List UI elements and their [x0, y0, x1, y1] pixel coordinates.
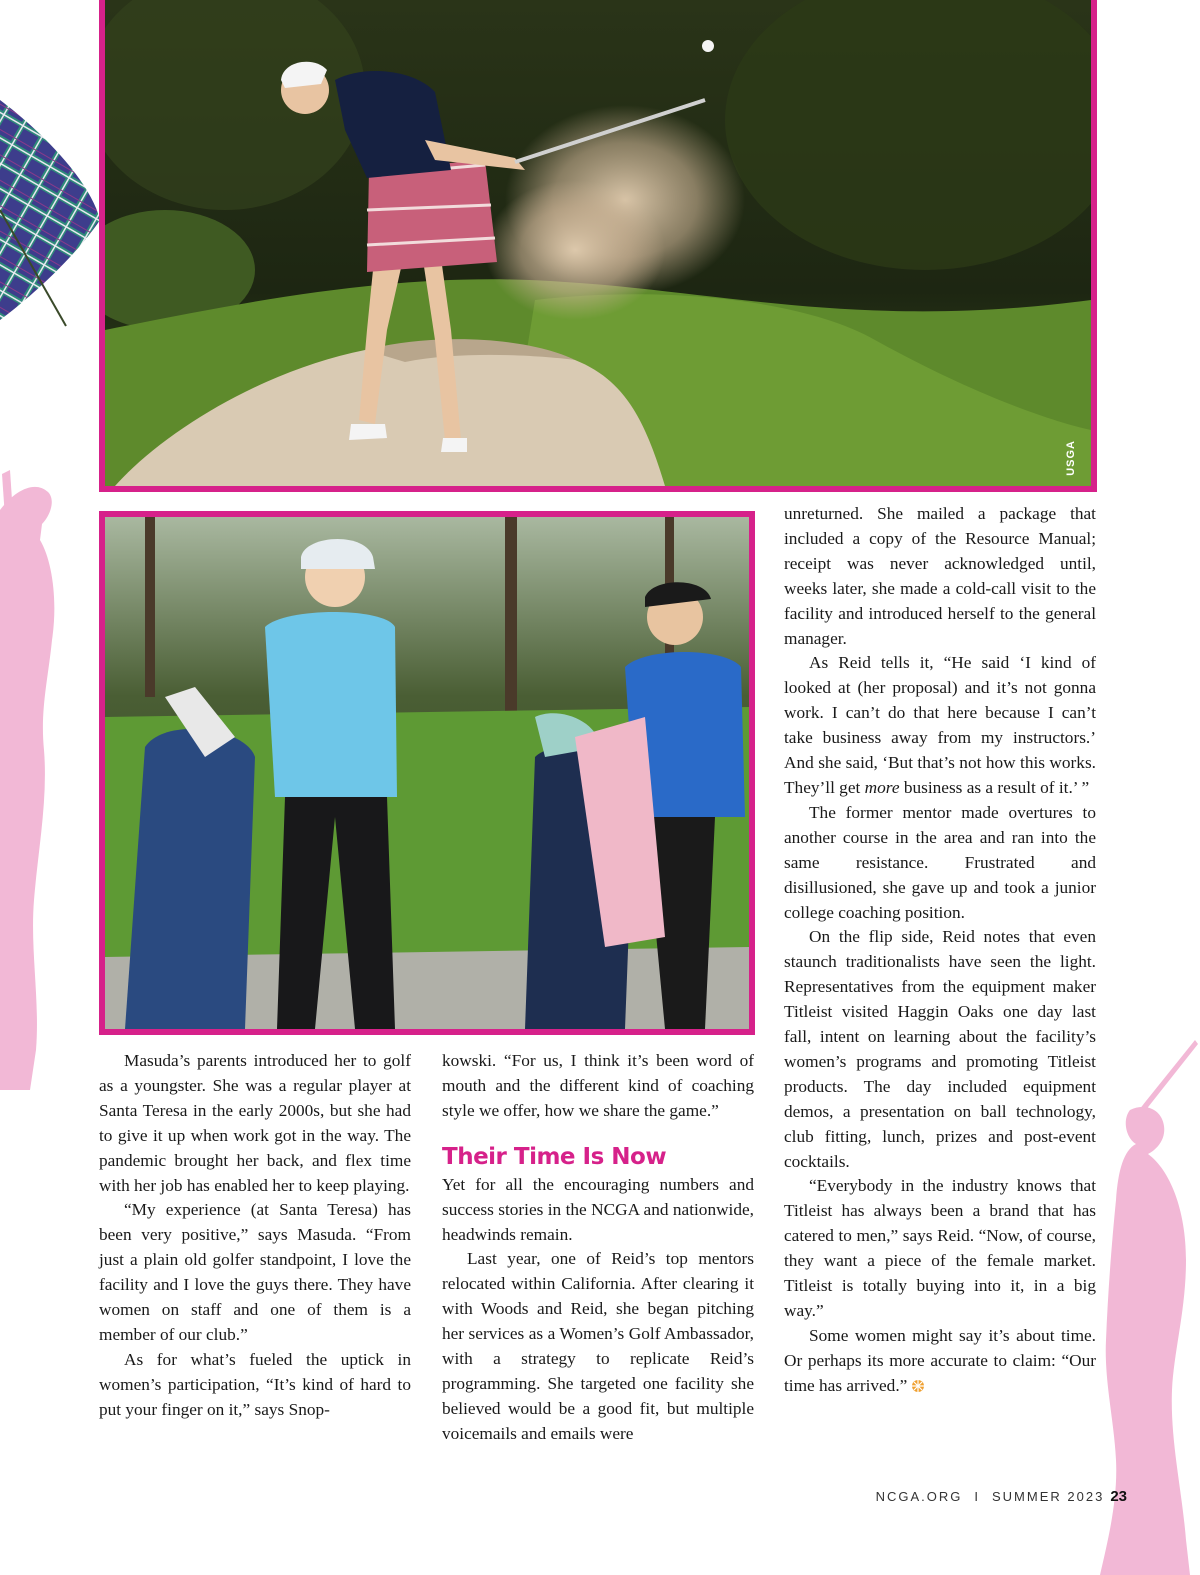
golfer-silhouette-left [0, 470, 60, 1090]
footer-issue: SUMMER 2023 [992, 1489, 1105, 1504]
quote-text: As Reid tells it, “He said ‘I kind of looked at (her proposal) and it’s not gonna work. I can’t do that here because I can’t take business away from my instructors.’ And she said, ‘But that’s not how this works. They’ll get [784, 653, 1096, 797]
body-paragraph: Last year, one of Reid’s top mentors relocated within California. After clearing it with Woods and Reid, she began pitching her services as a Women’s Golf Ambassador, with a strategy to replicate Reid’s programming. She targeted one facility she believed would be a good fit, but multiple voicemails and emails were [442, 1249, 754, 1443]
body-paragraph [784, 1324, 1096, 1399]
bunker-shot-photo [99, 0, 1097, 492]
junior-golfers-illustration [105, 517, 749, 1029]
page-footer [876, 1488, 1127, 1505]
section-subhead: Their Time Is Now [442, 1143, 667, 1170]
body-paragraph: On the flip side, Reid notes that even staunch traditionalists have seen the light. Representatives from the equipment maker Titleist visited Haggin Oaks one day last fall, intent on learning about the facility’s women’s programs and promoting Titleist products. The day included equipment demos, a presentation on ball technology, club fitting, lunch, prizes and post-event cocktails. [784, 927, 1096, 1171]
body-paragraph: “My experience (at Santa Teresa) has been very positive,” says Masuda. “From just a plain old golfer standpoint, I love the facility and I love the guys there. They have women on staff and one of them is a member of our club.” [99, 1200, 411, 1344]
text-column-3 [784, 502, 1096, 1399]
body-paragraph: unreturned. She mailed a package that included a copy of the Resource Manual; receipt was never acknowledged until, weeks later, she made a cold-call visit to the facility and introduced herself to the general manager. [784, 504, 1096, 648]
body-paragraph: The former mentor made overtures to another course in the area and ran into the same resistance. Frustrated and disillusioned, she gave up and took a junior college coaching position. [784, 802, 1096, 922]
emphasis-text: more [864, 777, 900, 797]
umbrella-illustration [0, 100, 105, 330]
closing-text: Some women might say it’s about time. Or perhaps its more accurate to claim: “Our time has arrived.” [784, 1325, 1096, 1395]
footer-separator: I [974, 1489, 980, 1504]
text-column-1 [99, 1049, 411, 1423]
footer-site: NCGA.ORG [875, 1489, 963, 1504]
junior-golfers-photo [99, 511, 755, 1035]
text-column-2 [442, 1049, 754, 1447]
end-mark-icon [911, 1379, 925, 1393]
photo-credit: USGA [1065, 440, 1077, 476]
quote-text: business as a result of it.’ ” [899, 777, 1090, 797]
body-paragraph: As for what’s fueled the uptick in women’s participation, “It’s kind of hard to put your finger on it,” says Snop- [99, 1349, 411, 1419]
bunker-shot-illustration [105, 0, 1091, 486]
body-paragraph: kowski. “For us, I think it’s been word of mouth and the different kind of coaching style we offer, how we share the game.” [442, 1051, 754, 1120]
body-paragraph: Yet for all the encouraging numbers and success stories in the NCGA and nationwide, headwinds remain. [442, 1174, 754, 1244]
page-number: 23 [1110, 1488, 1127, 1505]
body-paragraph: Masuda’s parents introduced her to golf as a youngster. She was a regular player at Santa Teresa in the early 2000s, but she had to give it up when work got in the way. The pandemic brought her back, and flex time with her job has enabled her to keep playing. [99, 1051, 411, 1195]
body-paragraph: “Everybody in the industry knows that Titleist has always been a brand that has catered to men,” says Reid. “Now, of course, they want a piece of the female market. Titleist is totally buying into it, in a big way.” [784, 1176, 1096, 1320]
body-paragraph [784, 651, 1096, 800]
